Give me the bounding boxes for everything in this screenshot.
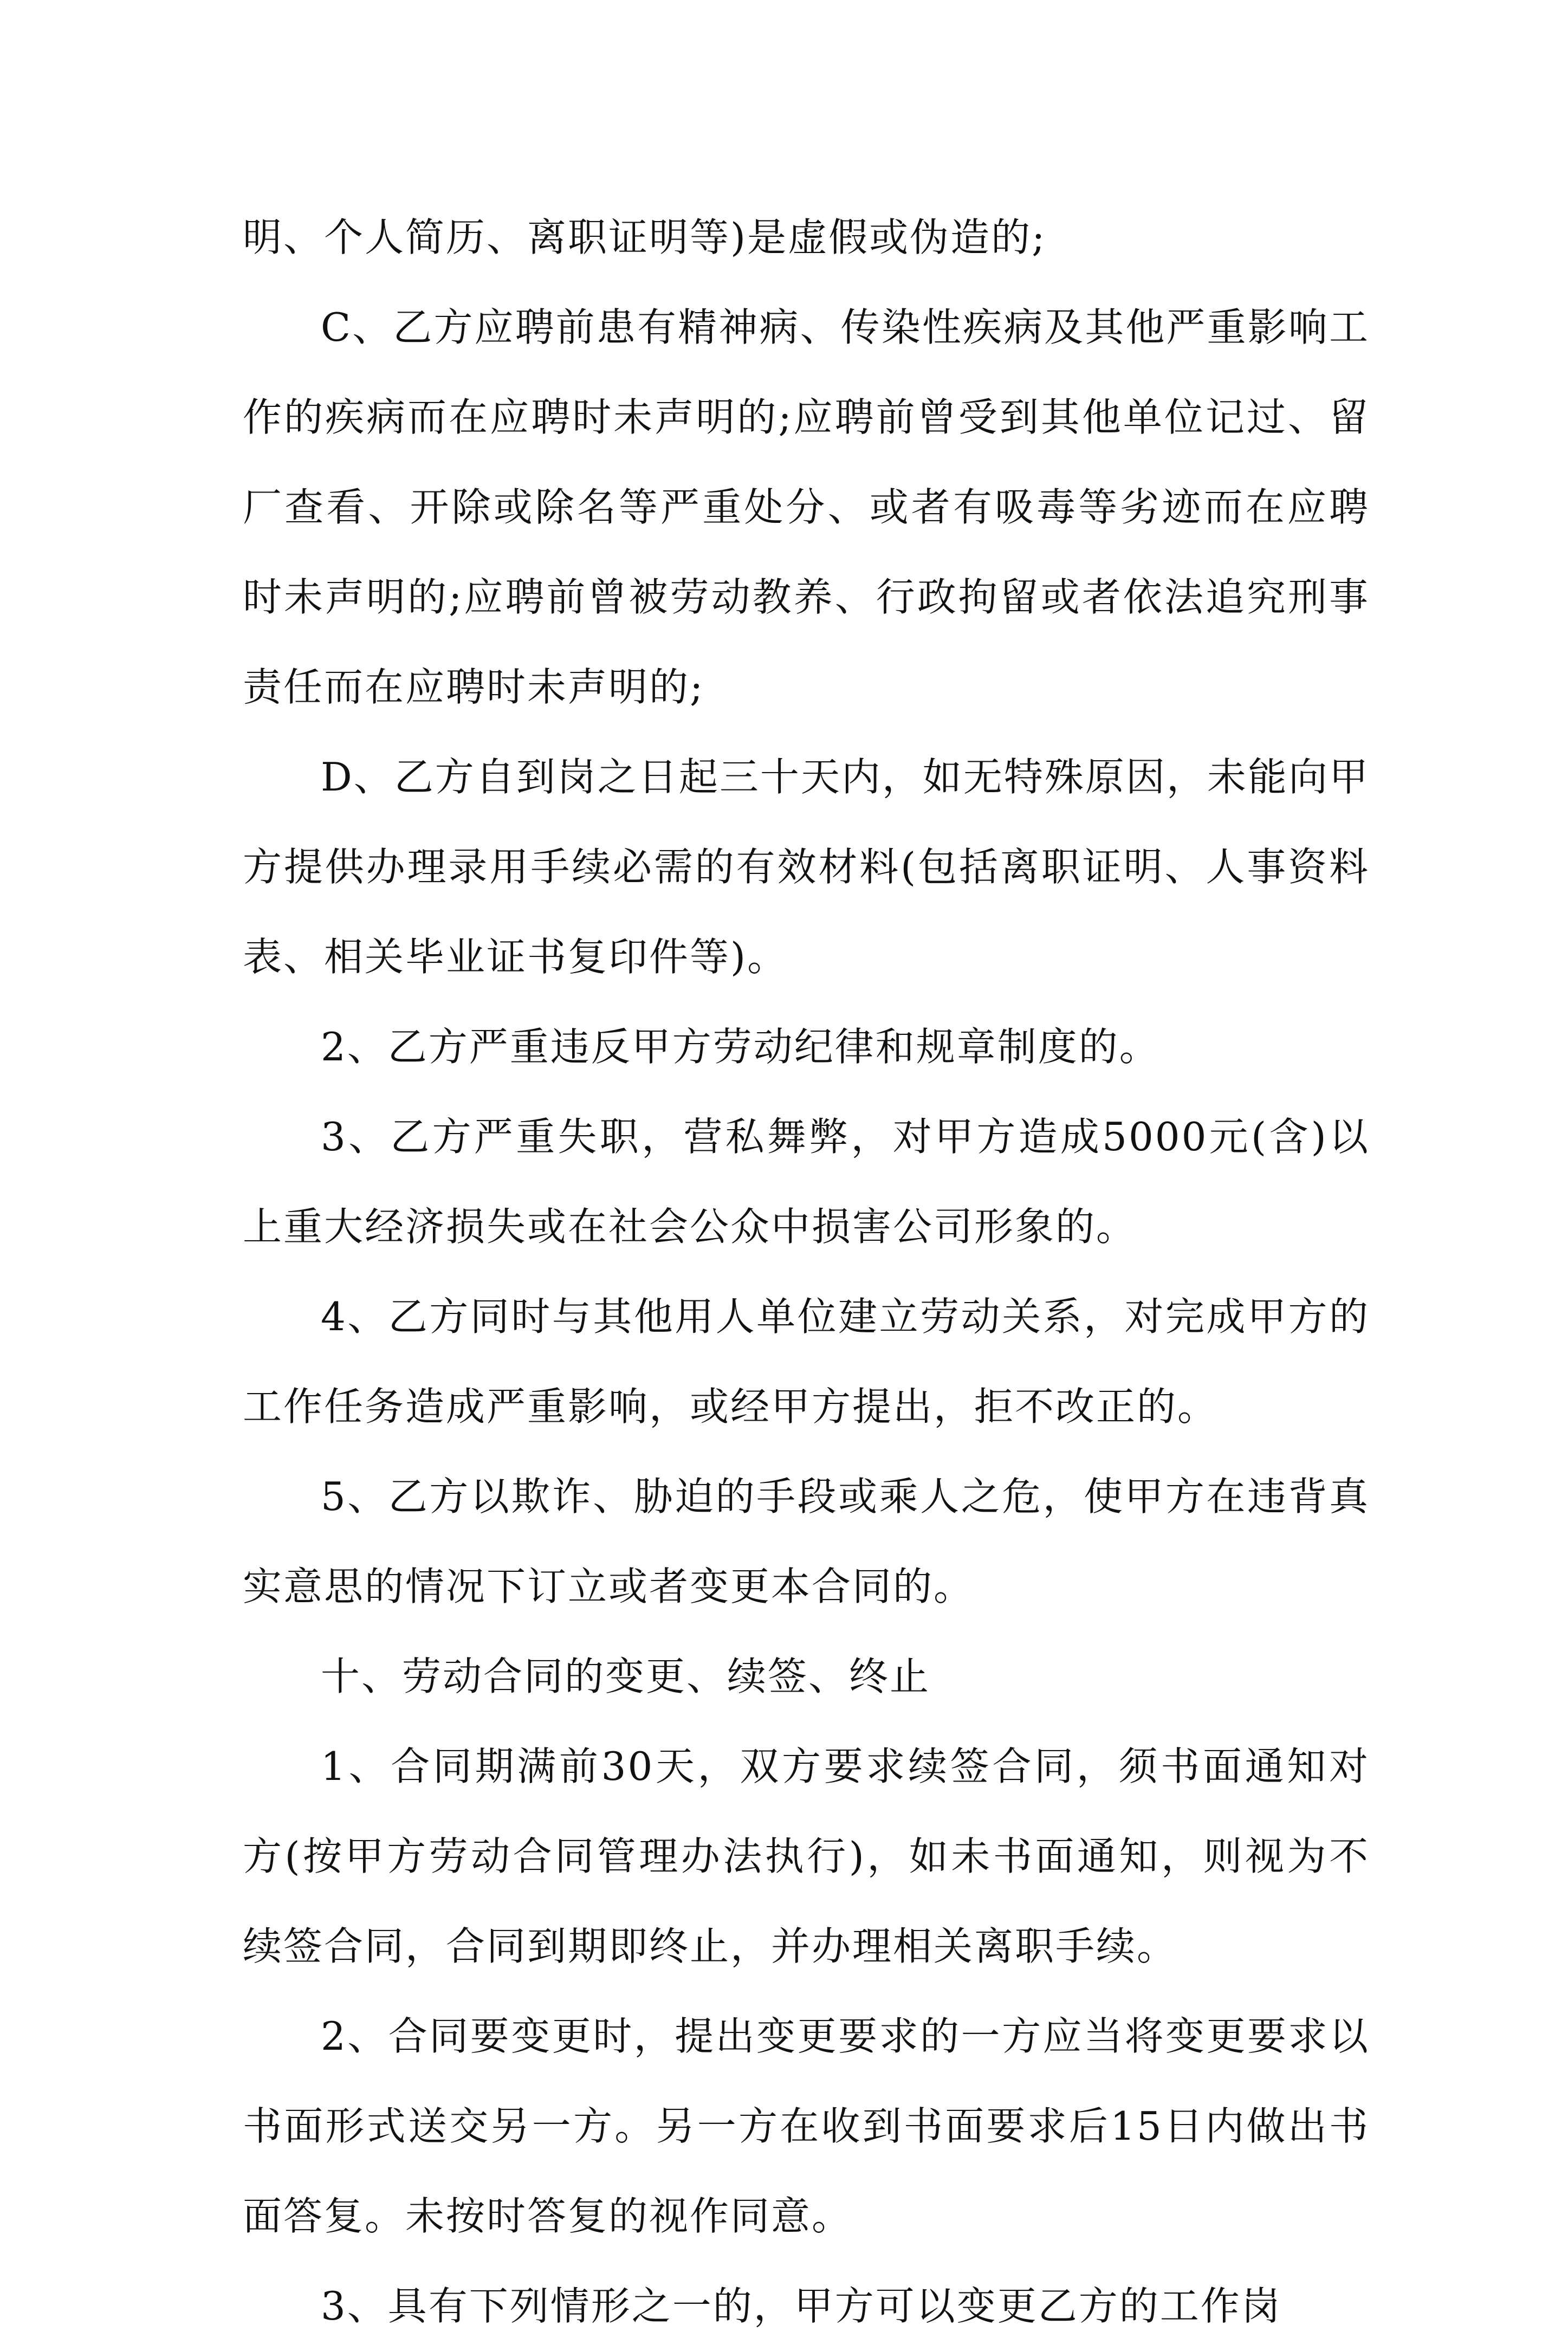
section-heading-10: 十、劳动合同的变更、续签、终止	[321, 1654, 931, 1699]
paragraph-item-4: 4、乙方同时与其他用人单位建立劳动关系，对完成甲方的工作任务造成严重影响，或经甲方提出，拒不改正的。	[243, 1294, 1370, 1429]
paragraph-item-3: 3、乙方严重失职，营私舞弊，对甲方造成5000元(含)以上重大经济损失或在社会公众中损害公司形象的。	[243, 1114, 1370, 1249]
paragraph-change-3: 3、具有下列情形之一的，甲方可以变更乙方的工作岗	[321, 2283, 1282, 2329]
paragraph-continuation: 明、个人简历、离职证明等)是虚假或伪造的;	[243, 215, 1047, 260]
paragraph-renewal-1: 1、合同期满前30天，双方要求续签合同，须书面通知对方(按甲方劳动合同管理办法执行)，如未书面通知，则视为不续签合同，合同到期即终止，并办理相关离职手续。	[243, 1744, 1370, 1969]
paragraph-clause-c: C、乙方应聘前患有精神病、传染性疾病及其他严重影响工作的疾病而在应聘时未声明的;应聘前曾受到其他单位记过、留厂查看、开除或除名等严重处分、或者有吸毒等劣迹而在应聘时未声明的;应聘前曾被劳动教养、行政拘留或者依法追究刑事责任而在应聘时未声明的;	[243, 305, 1370, 710]
paragraph-clause-d: D、乙方自到岗之日起三十天内，如无特殊原因，未能向甲方提供办理录用手续必需的有效材料(包括离职证明、人事资料表、相关毕业证书复印件等)。	[243, 754, 1370, 980]
paragraph-item-5: 5、乙方以欺诈、胁迫的手段或乘人之危，使甲方在违背真实意思的情况下订立或者变更本合同的。	[243, 1474, 1370, 1609]
paragraph-change-2: 2、合同要变更时，提出变更要求的一方应当将变更要求以书面形式送交另一方。另一方在收到书面要求后15日内做出书面答复。未按时答复的视作同意。	[243, 2013, 1370, 2239]
contract-body-text	[243, 192, 1370, 2351]
paragraph-item-2: 2、乙方严重违反甲方劳动纪律和规章制度的。	[321, 1024, 1160, 1070]
